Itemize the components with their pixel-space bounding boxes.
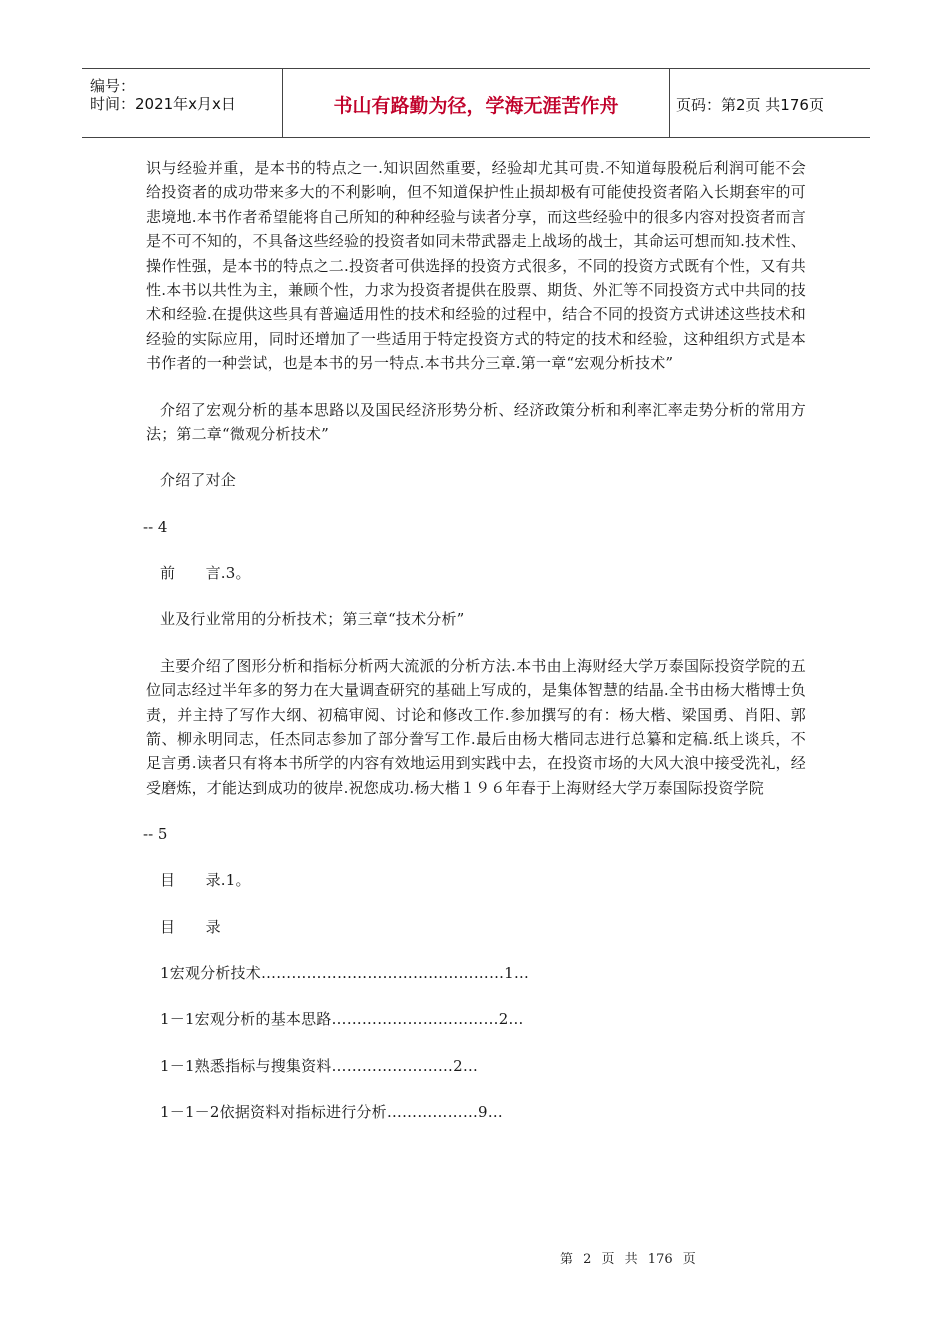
paragraph-2: 介绍了宏观分析的基本思路以及国民经济形势分析、经济政策分析和利率汇率走势分析的常用方法；第二章“微观分析技术” <box>146 400 806 444</box>
toc-entry: 1－1熟悉指标与搜集资料……………………2… <box>160 1056 479 1075</box>
page-marker-5: -- 5 <box>143 825 168 844</box>
page-marker-4: -- 4 <box>143 517 168 536</box>
motto: 书山有路勤为径，学海无涯苦作舟 <box>333 95 619 117</box>
header-motto-cell <box>283 69 670 137</box>
page-info: 页码：第2页 共176页 <box>676 96 824 114</box>
contents-heading: 目 录 <box>160 917 221 936</box>
paragraph-5: 业及行业常用的分析技术；第三章“技术分析” <box>160 610 465 629</box>
date-line: 时间：2021年x月x日 <box>90 95 236 113</box>
section-preface: 前 言.3。 <box>160 563 251 582</box>
section-contents: 目 录.1。 <box>160 871 251 890</box>
header-meta-cell <box>82 69 283 137</box>
toc-entry: 1宏观分析技术…………………………………………1… <box>160 963 530 982</box>
page-footer: 第 2 页 共 176 页 <box>560 1252 696 1267</box>
page-header <box>82 68 870 138</box>
document-body <box>143 156 806 1125</box>
paragraph-3: 介绍了对企 <box>160 471 237 490</box>
toc-entry: 1－1－2依据资料对指标进行分析………………9… <box>160 1103 503 1122</box>
paragraph-1: 识与经验并重，是本书的特点之一.知识固然重要，经验却尤其可贵.不知道每股税后利润可能不会给投资者的成功带来多大的不利影响，但不知道保护性止损却极有可能使投资者陷入长期套牢的可悲境地.本书作者希望能将自己所知的种种经验与读者分享，而这些经验中的很多内容对投资者而言是不可不知的，不具备这些经验的投资者如同未带武器走上战场的战士，其命运可想而知.技术性、操作性强，是本书的特点之二.投资者可供选择的投资方式很多，不同的投资方式既有个性，又有共性.本书以共性为主，兼顾个性，力求为投资者提供在股票、期货、外汇等不同投资方式中共同的技术和经验.在提供这些具有普遍适用性的技术和经验的过程中，结合不同的投资方式讲述这些技术和经验的实际应用，同时还增加了一些适用于特定投资方式的特定的技术和经验，这种组织方式是本书作者的一种尝试，也是本书的另一特点.本书共分三章.第一章“宏观分析技术” <box>146 159 806 373</box>
number-label: 编号： <box>90 77 136 95</box>
header-page-cell <box>670 69 870 137</box>
paragraph-6: 主要介绍了图形分析和指标分析两大流派的分析方法.本书由上海财经大学万泰国际投资学院的五位同志经过半年多的努力在大量调查研究的基础上写成的，是集体智慧的结晶.全书由杨大楷博士负责，并主持了写作大纲、初稿审阅、讨论和修改工作.参加撰写的有：杨大楷、梁国勇、肖阳、郭箭、柳永明同志，任杰同志参加了部分誊写工作.最后由杨大楷同志进行总纂和定稿.纸上谈兵，不足言勇.读者只有将本书所学的内容有效地运用到实践中去，在投资市场的大风大浪中接受洗礼，经受磨炼，才能达到成功的彼岸.祝您成功.杨大楷１９６年春于上海财经大学万泰国际投资学院 <box>146 656 806 797</box>
toc-entry: 1－1宏观分析的基本思路……………………………2… <box>160 1010 524 1029</box>
